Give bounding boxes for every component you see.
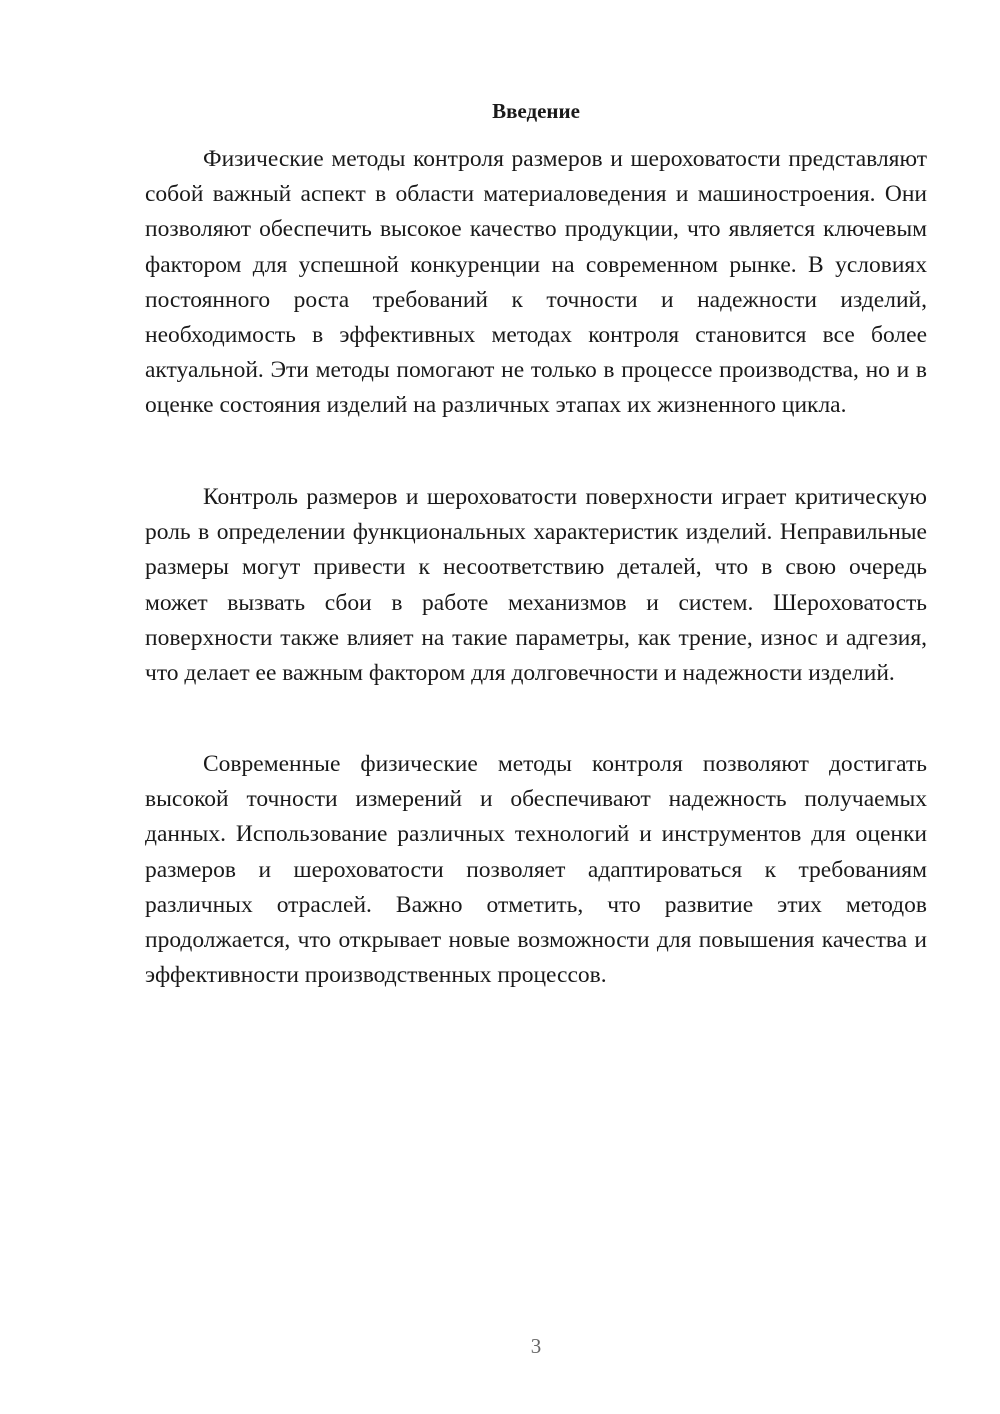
paragraph-text: Контроль размеров и шероховатости поверхности играет критическую роль в определении функциональных характеристик изделий. Неправильные размеры могут привести к несоответствию деталей, что в свою очередь может вызвать сбои в работе механизмов и систем. Шероховатость поверхности также влияет на такие параметры, как трение, износ и адгезия, что делает ее важным фактором для долговечности и надежности изделий. bbox=[145, 484, 927, 687]
paragraph-text: Физические методы контроля размеров и шероховатости представляют собой важный аспект в области материаловедения и машиностроения. Они позволяют обеспечить высокое качество продукции, что является ключевым фактором для успешной конкуренции на современном рынке. В условиях постоянного роста требований к точности и надежности изделий, необходимость в эффективных методах контроля становится все более актуальной. Эти методы помогают не только в процессе производства, но и в оценке состояния изделий на различных этапах их жизненного цикла. bbox=[145, 146, 927, 419]
paragraph-2 bbox=[145, 480, 927, 691]
paragraph-3 bbox=[145, 747, 927, 993]
paragraph-text: Современные физические методы контроля позволяют достигать высокой точности измерений и обеспечивают надежность получаемых данных. Использование различных технологий и инструментов для оценки размеров и шероховатости позволяет адаптироваться к требованиям различных отраслей. Важно отметить, что развитие этих методов продолжается, что открывает новые возможности для повышения качества и эффективности производственных процессов. bbox=[145, 751, 927, 989]
page-number: 3 bbox=[530, 1334, 542, 1358]
section-heading: Введение bbox=[492, 99, 580, 123]
paragraph-1 bbox=[145, 142, 927, 424]
